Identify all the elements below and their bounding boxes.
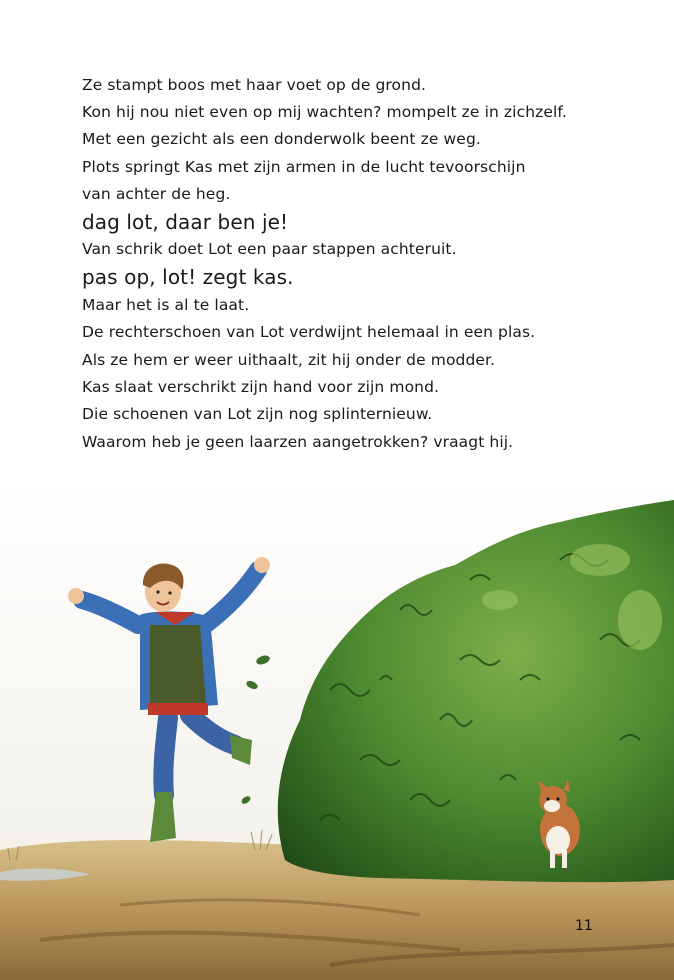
story-line: Ze stampt boos met haar voet op de grond. — [82, 76, 427, 94]
story-line: Waarom heb je geen laarzen aangetrokken? vraagt hij. — [82, 433, 514, 451]
page-number: 11 — [575, 918, 593, 934]
story-line: Kon hij nou niet even op mij wachten? mompelt ze in zichzelf. — [82, 103, 567, 121]
illustration — [0, 480, 674, 980]
story-line: Als ze hem er weer uithaalt, zit hij onder de modder. — [82, 351, 496, 369]
story-line: Met een gezicht als een donderwolk beent ze weg. — [82, 130, 481, 148]
story-line: De rechterschoen van Lot verdwijnt helemaal in een plas. — [82, 323, 536, 341]
story-line: Van schrik doet Lot een paar stappen achteruit. — [82, 240, 457, 258]
story-line: Maar het is al te laat. — [82, 296, 250, 314]
story-line: van achter de heg. — [82, 185, 231, 203]
story-line: Kas slaat verschrikt zijn hand voor zijn mond. — [82, 378, 440, 396]
story-line-dialogue: pas op, lot! zegt kas. — [82, 265, 294, 289]
story-line: Die schoenen van Lot zijn nog splinternieuw. — [82, 405, 433, 423]
story-line-dialogue: dag lot, daar ben je! — [82, 210, 289, 234]
story-line: Plots springt Kas met zijn armen in de lucht tevoorschijn — [82, 158, 526, 176]
